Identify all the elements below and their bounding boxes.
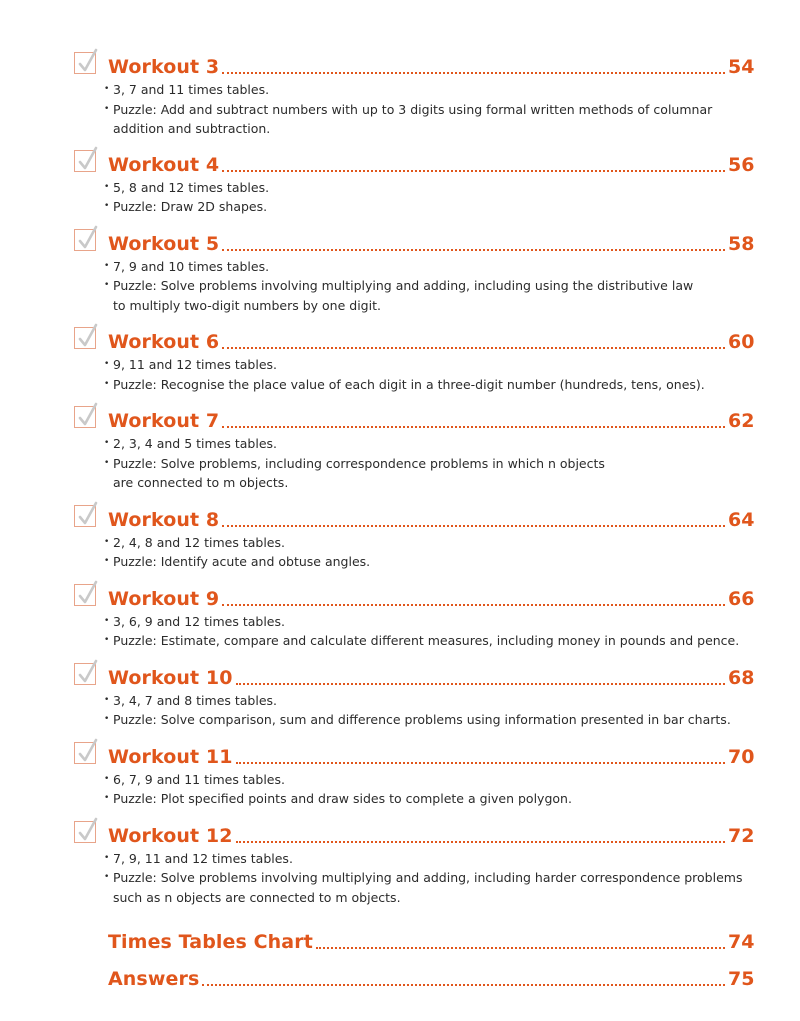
checkbox-icon[interactable] — [74, 52, 96, 74]
toc-page-number: 66 — [728, 587, 755, 610]
toc-entry-details — [104, 178, 754, 217]
detail-puzzle: • Puzzle: Solve comparison, sum and difference problems using information presented in bar charts. — [104, 710, 754, 730]
detail-times-tables: • 3, 7 and 11 times tables. — [104, 80, 754, 100]
dot-leader — [222, 604, 725, 606]
toc-entry-details — [104, 434, 754, 493]
toc-entry-title: Times Tables Chart — [108, 931, 313, 953]
toc-entry-heading[interactable] — [74, 229, 754, 255]
toc-entry-heading[interactable] — [74, 505, 754, 531]
toc-entry-workout-11 — [74, 742, 754, 809]
toc-entry-heading[interactable] — [74, 584, 754, 610]
toc-page-number: 60 — [728, 331, 755, 353]
toc-entry-details — [104, 612, 754, 651]
toc-entry-title: Workout 11 — [108, 745, 233, 768]
toc-entry-details — [104, 691, 754, 730]
toc-page-number: 68 — [728, 666, 755, 689]
detail-times-tables: • 9, 11 and 12 times tables. — [104, 355, 754, 375]
toc-entry-details — [104, 849, 754, 908]
detail-puzzle: • Puzzle: Plot specified points and draw sides to complete a given polygon. — [104, 789, 754, 809]
detail-puzzle: • Puzzle: Solve problems involving multiplying and adding, including harder correspondence problems such as n objects are connected to m objects. — [104, 868, 754, 907]
toc-entry-workout-8 — [74, 505, 754, 572]
checkbox-icon[interactable] — [74, 663, 96, 685]
dot-leader — [236, 762, 725, 764]
detail-puzzle: • Puzzle: Solve problems, including correspondence problems in which n objects are connected to m objects. — [104, 454, 754, 493]
table-of-contents — [74, 52, 754, 990]
toc-entry-details — [104, 770, 754, 809]
detail-times-tables: • 2, 3, 4 and 5 times tables. — [104, 434, 754, 454]
dot-leader — [222, 249, 725, 251]
detail-puzzle: • Puzzle: Identify acute and obtuse angles. — [104, 552, 754, 572]
toc-entry-title: Answers — [108, 968, 200, 990]
toc-page-number: 70 — [728, 745, 755, 768]
toc-entry-workout-6 — [74, 327, 754, 394]
checkbox-icon[interactable] — [74, 742, 96, 764]
checkbox-icon[interactable] — [74, 821, 96, 843]
detail-puzzle: • Puzzle: Recognise the place value of each digit in a three-digit number (hundreds, tens, ones). — [104, 375, 754, 395]
toc-entry-title: Workout 10 — [108, 666, 233, 689]
dot-leader — [202, 984, 725, 986]
toc-entry-workout-4 — [74, 150, 754, 217]
detail-times-tables: • 7, 9 and 10 times tables. — [104, 257, 754, 277]
detail-puzzle: • Puzzle: Estimate, compare and calculate different measures, including money in pounds and pence. — [104, 631, 754, 651]
toc-entry-title: Workout 9 — [108, 587, 220, 610]
toc-entry-heading[interactable] — [74, 927, 754, 953]
toc-entry-workout-10 — [74, 663, 754, 730]
detail-puzzle: • Puzzle: Solve problems involving multiplying and adding, including using the distributive law to multiply two-digit numbers by one digit. — [104, 276, 754, 315]
toc-entry-heading[interactable] — [74, 821, 754, 847]
detail-times-tables: • 7, 9, 11 and 12 times tables. — [104, 849, 754, 869]
detail-puzzle: • Puzzle: Draw 2D shapes. — [104, 197, 754, 217]
toc-entry-title: Workout 8 — [108, 508, 220, 531]
checkbox-icon[interactable] — [74, 327, 96, 349]
dot-leader — [236, 841, 725, 843]
dot-leader — [316, 947, 725, 949]
checkbox-icon[interactable] — [74, 150, 96, 172]
dot-leader — [222, 170, 725, 172]
toc-entry-heading[interactable] — [74, 742, 754, 768]
toc-page-number: 72 — [728, 824, 755, 847]
dot-leader — [222, 347, 725, 349]
detail-times-tables: • 2, 4, 8 and 12 times tables. — [104, 533, 754, 553]
toc-page-number: 56 — [728, 153, 755, 176]
checkbox-icon[interactable] — [74, 406, 96, 428]
toc-entry-details — [104, 257, 754, 316]
toc-entry-title: Workout 3 — [108, 56, 220, 78]
toc-page-number: 62 — [728, 410, 755, 432]
toc-entry-heading[interactable] — [74, 150, 754, 176]
toc-page-number: 54 — [728, 56, 755, 78]
toc-entry-heading[interactable] — [74, 964, 754, 990]
toc-entry-workout-12 — [74, 821, 754, 908]
toc-page-number: 58 — [728, 232, 755, 255]
dot-leader — [222, 426, 725, 428]
detail-times-tables: • 6, 7, 9 and 11 times tables. — [104, 770, 754, 790]
detail-times-tables: • 3, 4, 7 and 8 times tables. — [104, 691, 754, 711]
dot-leader — [236, 683, 725, 685]
detail-times-tables: • 5, 8 and 12 times tables. — [104, 178, 754, 198]
toc-entry-times-tables-chart — [74, 927, 754, 953]
toc-entry-details — [104, 80, 754, 139]
toc-page-number: 75 — [728, 968, 755, 990]
toc-entry-details — [104, 533, 754, 572]
toc-entry-heading[interactable] — [74, 406, 754, 432]
toc-page-number: 74 — [728, 931, 755, 953]
toc-entry-heading[interactable] — [74, 327, 754, 353]
toc-page-number: 64 — [728, 508, 755, 531]
toc-entry-details — [104, 355, 754, 394]
toc-entry-title: Workout 4 — [108, 153, 220, 176]
toc-entry-title: Workout 7 — [108, 410, 220, 432]
toc-entry-workout-7 — [74, 406, 754, 493]
checkbox-icon[interactable] — [74, 584, 96, 606]
dot-leader — [222, 525, 725, 527]
toc-entry-workout-9 — [74, 584, 754, 651]
toc-entry-title: Workout 12 — [108, 824, 233, 847]
dot-leader — [222, 72, 725, 74]
toc-entry-heading[interactable] — [74, 52, 754, 78]
toc-entry-title: Workout 6 — [108, 331, 220, 353]
toc-entry-heading[interactable] — [74, 663, 754, 689]
toc-entry-answers — [74, 964, 754, 990]
detail-times-tables: • 3, 6, 9 and 12 times tables. — [104, 612, 754, 632]
toc-entry-workout-3 — [74, 52, 754, 139]
detail-puzzle: • Puzzle: Add and subtract numbers with up to 3 digits using formal written methods of columnar addition and subtraction. — [104, 100, 754, 139]
checkbox-icon[interactable] — [74, 505, 96, 527]
toc-entry-workout-5 — [74, 229, 754, 316]
toc-entry-title: Workout 5 — [108, 232, 220, 255]
checkbox-icon[interactable] — [74, 229, 96, 251]
